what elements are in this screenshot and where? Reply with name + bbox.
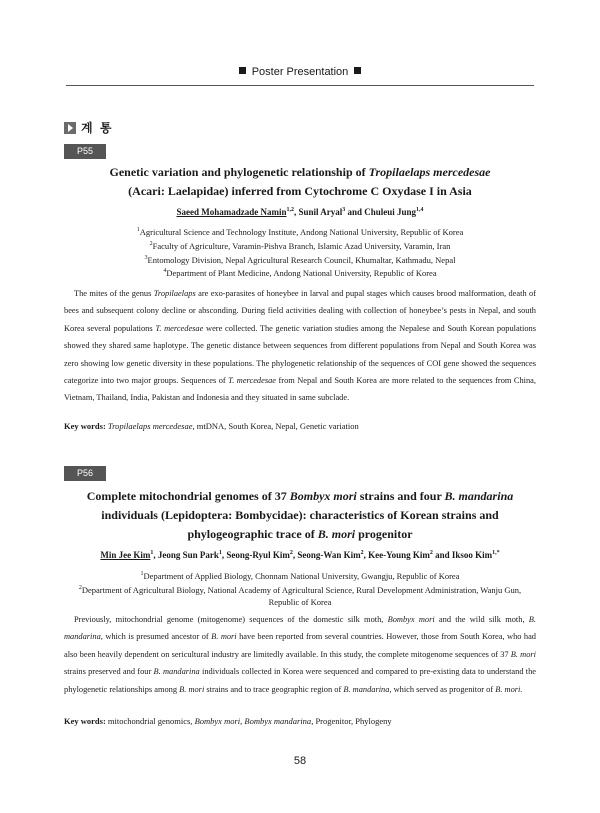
- affiliation: $^4$Department of Plant Medicine, Andong National University, Republic of Korea: [163, 268, 437, 279]
- presenting-author: Min Jee Kim$^1$: [100, 550, 154, 560]
- title-text: strains and four: [356, 489, 445, 503]
- abstract-text-italic: Tropilaelaps: [153, 289, 196, 298]
- affiliation: $^1$Agricultural Science and Technology Institute, Andong National University, Republic of Korea: [136, 226, 464, 237]
- abstract-text: were collected. The genetic variation studies among the Nepalese and South Korean populations showed they shared same haplotype. The genetic distance between sequences from different populations from Nepal and South Korea was zero showing low genetic diversity in these populations. The phylogenetic relationship of the sequences of COI gene showed the sequences categorize into two major groups. Sequences of: [64, 323, 536, 386]
- abstract-text-italic: T. mercedesae: [228, 376, 276, 386]
- abstract-text-italic: Bombyx mori: [387, 615, 435, 624]
- title-text: individuals (Lepidoptera: Bombycidae): characteristics of Korean strains and phylogeographic trace of: [101, 508, 499, 541]
- abstract-text: have been reported from several countries. However, those from South Korea, who had also been heavily dependent on sericultural industry are limitedly available. In this study, the complete mitogenome sequences of 37: [64, 632, 536, 659]
- section-heading: [64, 119, 114, 136]
- author: Jeong Sun Park$^1$: [157, 550, 222, 560]
- header-divider: [66, 85, 534, 86]
- abstract-text: The mites of the genus: [74, 289, 154, 298]
- keywords-text: mitochondrial genomics,: [105, 716, 195, 726]
- title-text: progenitor: [355, 527, 413, 541]
- title-text-italic: B. mandarina: [444, 489, 514, 503]
- abstract-title: [64, 163, 536, 201]
- affiliation: $^2$Department of Agricultural Biology, National Academy of Agricultural Science, Rural Development Administration, Wanju Gun, Republic of Korea: [78, 584, 522, 607]
- title-text-italic: B. mori: [317, 527, 356, 541]
- keywords-text-italic: Bombyx mandarina: [244, 716, 312, 726]
- affiliation: $^1$Department of Applied Biology, Chonnam National University, Gwangju, Republic of Korea: [140, 570, 460, 581]
- author: Chuleui Jung$^{1,4}$: [364, 207, 424, 217]
- abstract-body: [64, 611, 536, 698]
- abstract-text: strains and to trace geographic region of: [204, 684, 344, 694]
- author: Sunil Aryal$^3$: [298, 207, 346, 217]
- abstract-text-italic: B. mandarina: [153, 667, 200, 677]
- abstract-body: [64, 285, 536, 407]
- square-bullet-icon: [354, 67, 361, 74]
- title-text: Complete mitochondrial genomes of 37: [86, 489, 290, 503]
- author: Kee-Young Kim$^2$: [368, 550, 433, 560]
- abstract-title: [64, 487, 536, 544]
- square-bullet-icon: [239, 67, 246, 74]
- section-label: 계 통: [81, 121, 114, 135]
- running-header-text: Poster Presentation: [251, 66, 349, 78]
- abstract-text: and the wild silk moth,: [434, 615, 529, 624]
- keywords-text: ,: [240, 716, 245, 726]
- author: Seong-Ryul Kim$^2$: [226, 550, 293, 560]
- title-text: (Acari: Laelapidae) inferred from Cytochrome C Oxydase I in Asia: [128, 184, 472, 198]
- keywords-text: , Progenitor, Phylogeny: [311, 716, 392, 726]
- arrow-right-icon: [64, 122, 76, 134]
- abstract-text-italic: B. mori: [179, 684, 205, 694]
- author: Seong-Wan Kim$^2$: [297, 550, 364, 560]
- abstract-text: from Nepal and South Korea are more related to the sequences from China, Vietnam, Thailand, India, Pakistan and Indonesia and they situated in same subclade.: [64, 376, 536, 403]
- keywords-text-italic: Bombyx mori: [194, 716, 241, 726]
- keywords: [64, 716, 536, 726]
- title-species: Tropilaelaps mercedesae: [368, 165, 491, 179]
- abstract-text: strains preserved and four: [64, 667, 154, 677]
- abstract-text-italic: B. mandarina: [343, 684, 390, 694]
- abstract-text: are exo-parasites of honeybee in larval and pupal stages which causes brood malformation, death of bees and subsequent colony decline or absconding. During field activities dealing with collection of honeybee’s pests in Nepal, and south Korea several populations: [64, 289, 536, 333]
- affiliation: $^3$Entomology Division, Nepal Agricultural Research Council, Khumaltar, Kathmadu, Nepal: [144, 254, 456, 265]
- abstract-text-italic: B. mori: [211, 632, 237, 642]
- abstract-text: individuals collected in Korea were sequenced and compared to pre-existing data to understand the phylogenetic relationships among: [64, 667, 536, 694]
- abstract-id-badge: P55: [64, 144, 106, 159]
- affiliation-list: [64, 568, 536, 608]
- affiliation-list: [64, 224, 536, 279]
- presenting-author: Saeed Mohamadzade Namin$^{1,2}$: [176, 207, 294, 217]
- abstract-text-italic: B. mandarina: [64, 615, 537, 642]
- keywords-label: Key words:: [64, 421, 106, 431]
- running-header: [0, 66, 600, 78]
- abstract-text-italic: B. mori: [510, 649, 536, 659]
- author-list: Saeed Mohamadzade Namin$^{1,2}$, Sunil Aryal$^3$ and Chuleui Jung$^{1,4}$: [176, 207, 424, 217]
- title-text: Genetic variation and phylogenetic relationship of: [109, 165, 369, 179]
- author: Iksoo Kim$^{1,*}$: [451, 550, 500, 560]
- keywords-text-italic: Tropilaelaps mercedesae: [107, 421, 193, 431]
- keywords: [64, 421, 536, 431]
- abstract-text: Previously, mitochondrial genome (mitogenome) sequences of the domestic silk moth,: [74, 615, 388, 624]
- affiliation: $^2$Faculty of Agriculture, Varamin-Pishva Branch, Islamic Azad University, Varamin, Iran: [149, 240, 451, 251]
- abstract-id-badge: P56: [64, 466, 106, 481]
- page-number: 58: [293, 755, 307, 767]
- abstract-text-italic: B. mori.: [495, 684, 523, 694]
- abstract-text-italic: T. mercedesae: [155, 323, 204, 333]
- abstract-text: , which is presumed ancestor of: [100, 632, 212, 642]
- keywords-text: , mtDNA, South Korea, Nepal, Genetic variation: [192, 421, 359, 431]
- title-text-italic: Bombyx mori: [289, 489, 357, 503]
- keywords-label: Key words:: [64, 716, 106, 726]
- author-list: Min Jee Kim$^1$, Jeong Sun Park$^1$, Seong-Ryul Kim$^2$, Seong-Wan Kim$^2$, Kee-Young Kim$^2$ and Iksoo Kim$^{1,*}$: [100, 550, 500, 560]
- abstract-text: , which served as progenitor of: [389, 684, 496, 694]
